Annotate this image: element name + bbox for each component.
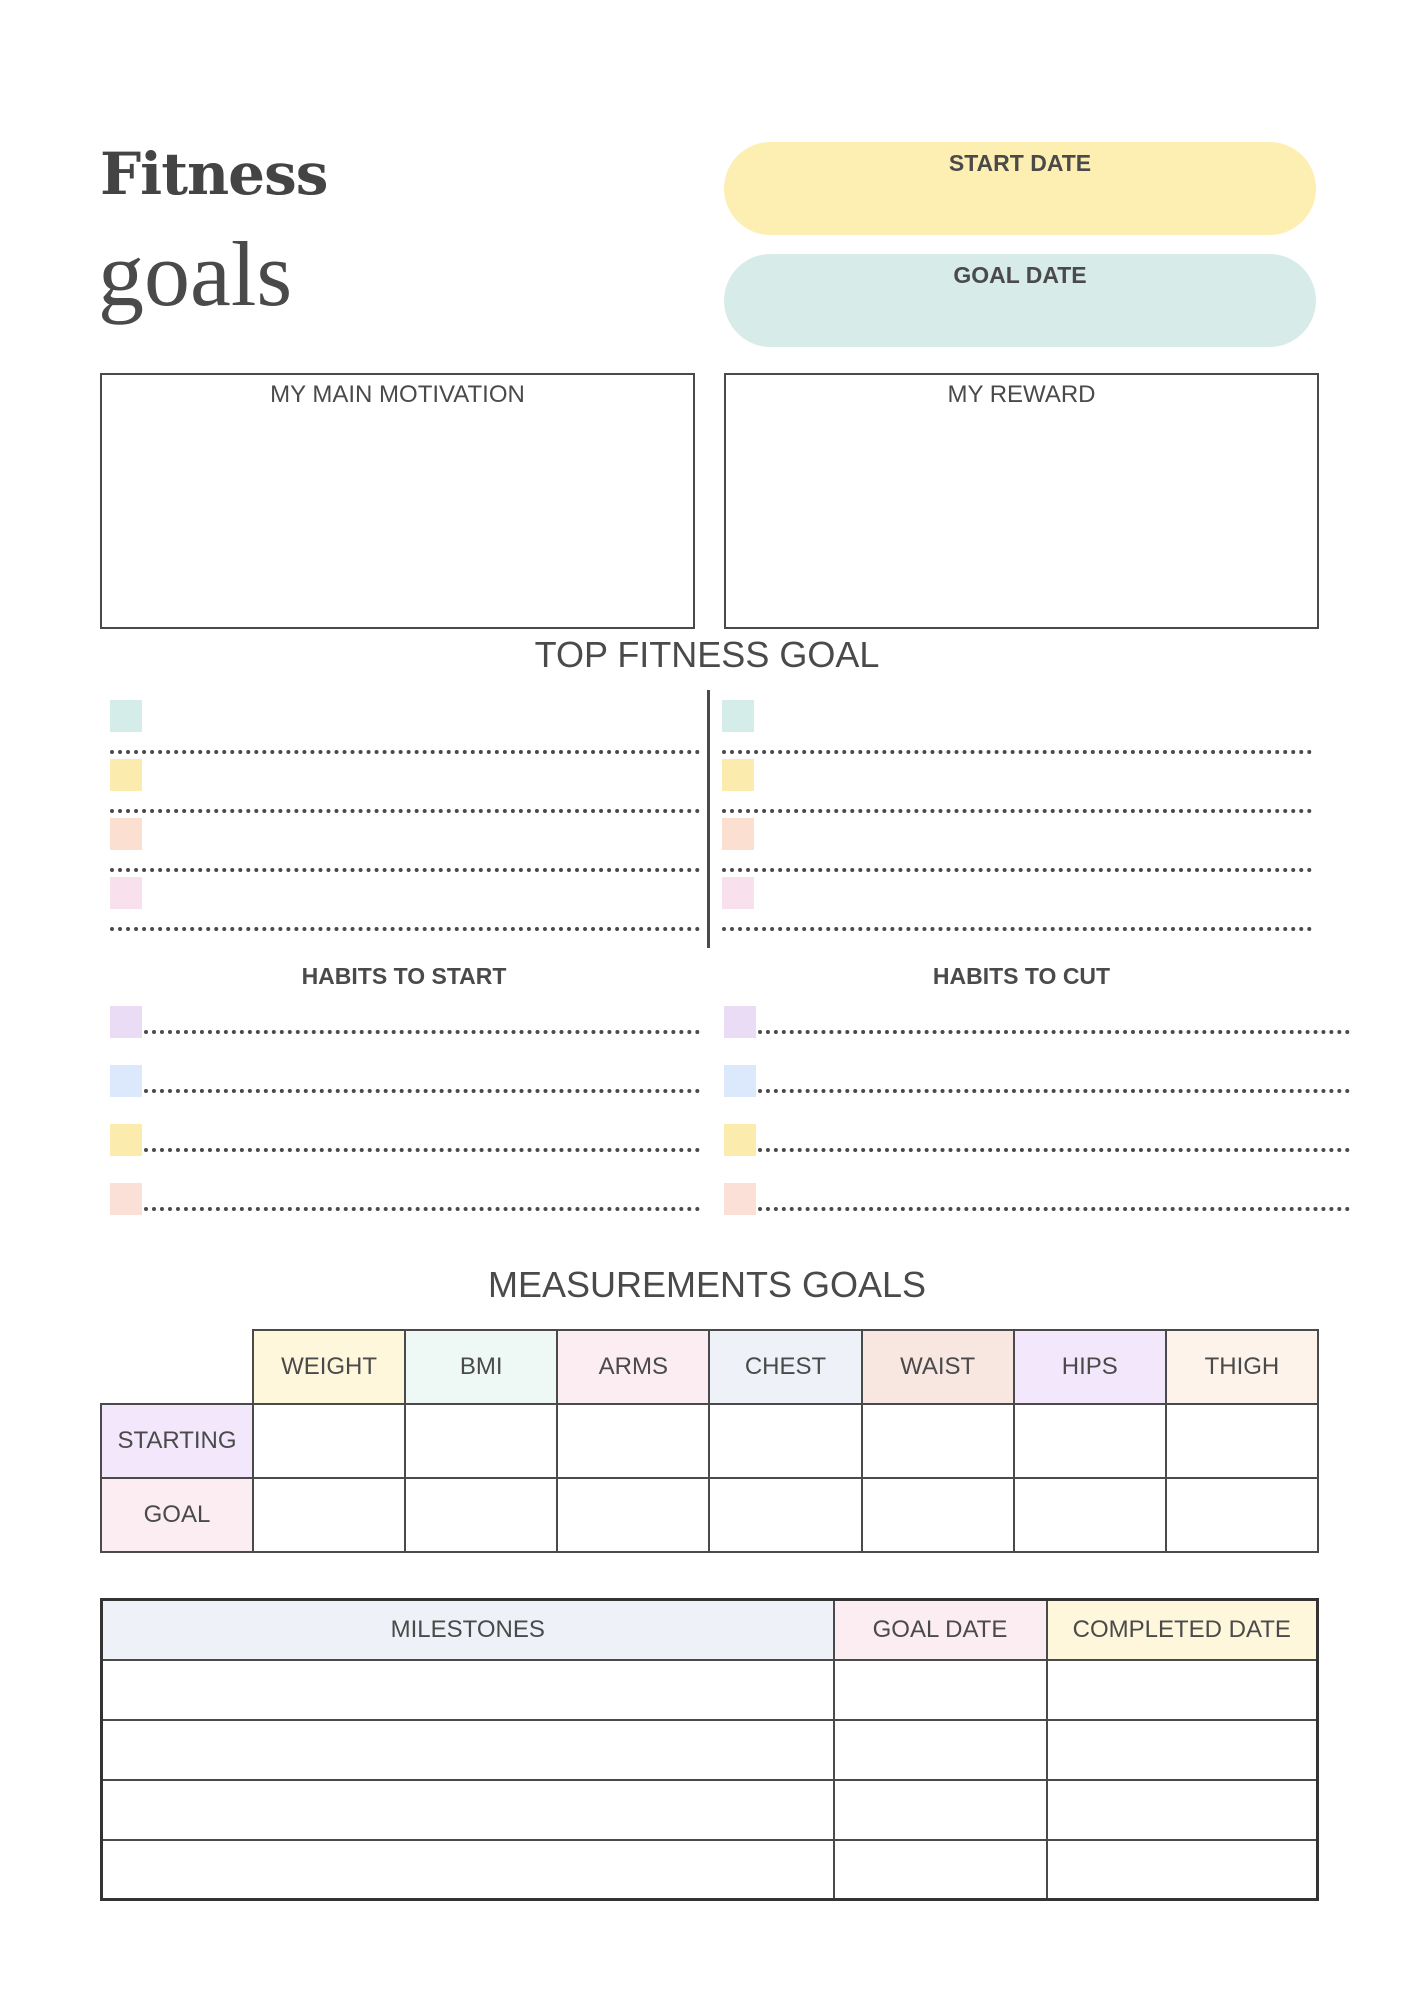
color-square: [110, 1124, 142, 1156]
measurement-cell[interactable]: [709, 1478, 861, 1552]
color-square: [724, 1124, 756, 1156]
measurement-cell[interactable]: [405, 1478, 557, 1552]
habit-line[interactable]: [758, 1148, 1350, 1152]
measurement-cell[interactable]: [1014, 1478, 1166, 1552]
measurement-column-header: WEIGHT: [253, 1330, 405, 1404]
milestone-row: [102, 1660, 1318, 1720]
habits-to-cut-title: HABITS TO CUT: [932, 963, 1111, 989]
milestones-table: [100, 1598, 1319, 1901]
color-square: [110, 1065, 142, 1097]
goal-date-label: GOAL DATE: [953, 262, 1087, 288]
milestone-cell[interactable]: [834, 1660, 1047, 1720]
measurements-row: [101, 1404, 1318, 1478]
habit-line[interactable]: [758, 1089, 1350, 1093]
goal-line[interactable]: [110, 809, 700, 813]
page-subtitle: goals: [98, 223, 293, 325]
measurements-header-row: [101, 1330, 1318, 1404]
start-date-field[interactable]: [724, 142, 1316, 235]
milestone-cell[interactable]: [834, 1780, 1047, 1840]
measurement-row-label: STARTING: [101, 1404, 253, 1478]
goal-line[interactable]: [722, 809, 1312, 813]
measurement-column-header: WAIST: [862, 1330, 1014, 1404]
motivation-box[interactable]: [100, 373, 695, 629]
goal-date-field[interactable]: [724, 254, 1316, 347]
column-divider: [707, 690, 710, 948]
color-square: [724, 1065, 756, 1097]
color-square: [722, 759, 754, 791]
measurements-table: [100, 1329, 1319, 1553]
milestone-cell[interactable]: [102, 1660, 834, 1720]
milestones-column-header: GOAL DATE: [834, 1600, 1047, 1660]
color-square: [110, 877, 142, 909]
milestones-column-header: MILESTONES: [102, 1600, 834, 1660]
measurement-cell[interactable]: [1166, 1404, 1318, 1478]
goal-line[interactable]: [110, 927, 700, 931]
milestone-row: [102, 1780, 1318, 1840]
color-square: [724, 1183, 756, 1215]
color-square: [722, 700, 754, 732]
color-square: [722, 818, 754, 850]
color-square: [722, 877, 754, 909]
measurements-row: [101, 1478, 1318, 1552]
goal-line[interactable]: [110, 868, 700, 872]
color-square: [110, 700, 142, 732]
milestones-header-row: [102, 1600, 1318, 1660]
color-square: [110, 818, 142, 850]
measurement-column-header: HIPS: [1014, 1330, 1166, 1404]
top-fitness-goal-title: TOP FITNESS GOAL: [534, 634, 880, 675]
measurement-cell[interactable]: [253, 1404, 405, 1478]
motivation-label: MY MAIN MOTIVATION: [270, 381, 525, 408]
measurement-column-header: THIGH: [1166, 1330, 1318, 1404]
measurement-cell[interactable]: [557, 1478, 709, 1552]
habits-to-start-title: HABITS TO START: [301, 963, 507, 989]
habit-line[interactable]: [144, 1148, 700, 1152]
milestone-cell[interactable]: [1047, 1780, 1318, 1840]
habit-line[interactable]: [758, 1030, 1350, 1034]
milestone-cell[interactable]: [1047, 1660, 1318, 1720]
habit-line[interactable]: [144, 1089, 700, 1093]
color-square: [110, 759, 142, 791]
goal-line[interactable]: [110, 750, 700, 754]
reward-box[interactable]: [724, 373, 1319, 629]
goal-line[interactable]: [722, 750, 1312, 754]
measurements-title: MEASUREMENTS GOALS: [487, 1264, 927, 1305]
color-square: [724, 1006, 756, 1038]
measurement-column-header: BMI: [405, 1330, 557, 1404]
milestones-column-header: COMPLETED DATE: [1047, 1600, 1318, 1660]
measurement-cell[interactable]: [253, 1478, 405, 1552]
milestone-cell[interactable]: [834, 1720, 1047, 1780]
measurement-cell[interactable]: [1166, 1478, 1318, 1552]
milestone-cell[interactable]: [102, 1840, 834, 1900]
habit-line[interactable]: [758, 1207, 1350, 1211]
habit-line[interactable]: [144, 1207, 700, 1211]
measurement-column-header: ARMS: [557, 1330, 709, 1404]
empty-corner: [101, 1330, 253, 1404]
goal-line[interactable]: [722, 927, 1312, 931]
milestone-row: [102, 1840, 1318, 1900]
milestone-cell[interactable]: [1047, 1720, 1318, 1780]
measurement-cell[interactable]: [862, 1404, 1014, 1478]
milestone-cell[interactable]: [102, 1720, 834, 1780]
measurement-cell[interactable]: [405, 1404, 557, 1478]
measurement-cell[interactable]: [557, 1404, 709, 1478]
milestone-cell[interactable]: [1047, 1840, 1318, 1900]
reward-label: MY REWARD: [947, 381, 1096, 408]
color-square: [110, 1006, 142, 1038]
milestone-row: [102, 1720, 1318, 1780]
milestone-cell[interactable]: [834, 1840, 1047, 1900]
measurement-row-label: GOAL: [101, 1478, 253, 1552]
measurement-cell[interactable]: [709, 1404, 861, 1478]
habit-line[interactable]: [144, 1030, 700, 1034]
measurement-cell[interactable]: [862, 1478, 1014, 1552]
measurement-column-header: CHEST: [709, 1330, 861, 1404]
color-square: [110, 1183, 142, 1215]
milestone-cell[interactable]: [102, 1780, 834, 1840]
goal-line[interactable]: [722, 868, 1312, 872]
page-title: Fitness: [100, 140, 328, 208]
start-date-label: START DATE: [948, 150, 1092, 176]
measurement-cell[interactable]: [1014, 1404, 1166, 1478]
